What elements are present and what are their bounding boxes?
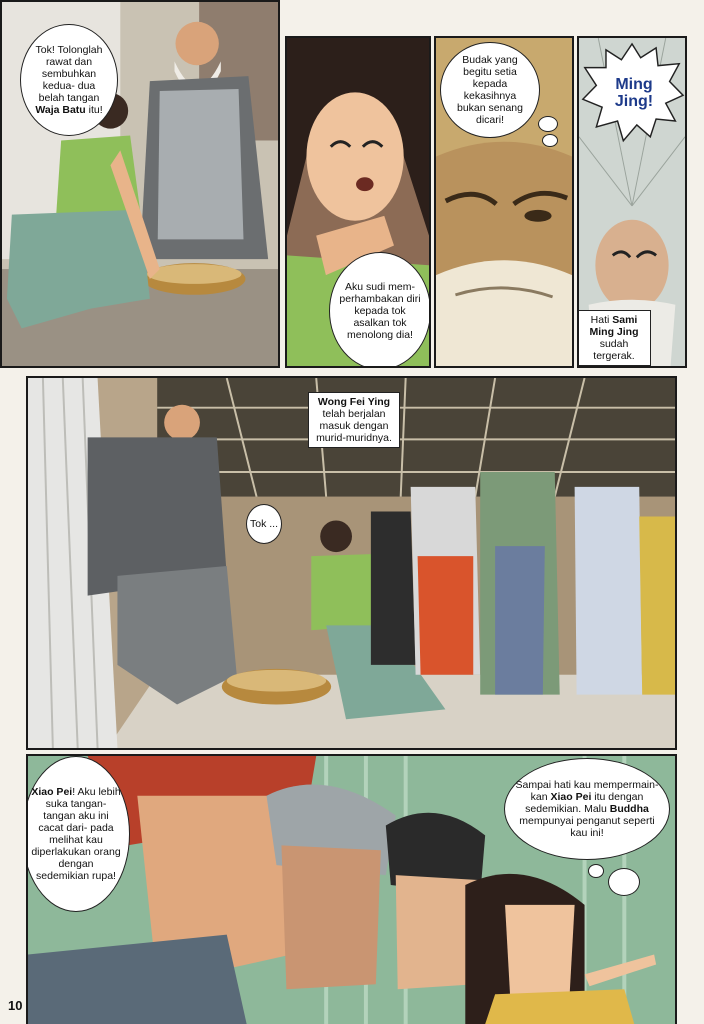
bubble-text: Tok ... (249, 518, 278, 530)
name-highlight: Waja Batu (35, 104, 86, 116)
panel-6 (26, 754, 677, 1024)
panel-5 (26, 376, 677, 750)
thought-bubble (440, 42, 540, 138)
speech-bubble (246, 504, 282, 544)
narration-caption: Hati Sami Ming Jing sudah tergerak. (577, 310, 651, 366)
bubble-text: Tok! Tolonglah rawat dan sembuhkan kedua- dua belah tangan (35, 44, 103, 104)
thought-dot (542, 134, 558, 147)
panel-1 (0, 0, 280, 368)
speech-bubble: Sampai hati kau mempermain- kan Xiao Pei itu dengan sedemikian. Malu Buddha mempunyai penganut seperti kau ini! (504, 758, 670, 860)
bubble-text: Aku sudi mem- perhambakan diri kepada tok asalkan tok menolong dia! (339, 281, 421, 341)
thought-dot (538, 116, 558, 132)
bubble-text: Budak yang begitu setia kepada kekasihnya bukan senang dicari! (457, 54, 523, 126)
bubble-text-end: itu! (85, 104, 103, 116)
exclamation-text: Ming Jing! (614, 76, 654, 110)
narration-caption: Wong Fei Ying telah berjalan masuk dengan murid-muridnya. (308, 392, 400, 448)
page-number: 10 (8, 998, 23, 1013)
panel-4 (577, 36, 687, 368)
panel-3 (434, 36, 574, 368)
thought-dot (608, 868, 640, 896)
speech-bubble (20, 24, 118, 136)
panel-2 (285, 36, 431, 368)
thought-dot (588, 864, 604, 878)
speech-bubble (329, 252, 431, 368)
speech-bubble: Xiao Pei! Aku lebih suka tangan-tangan aku ini cacat dari- pada melihat kau diperlakukan orang dengan sedemikian rupa! (26, 756, 130, 912)
